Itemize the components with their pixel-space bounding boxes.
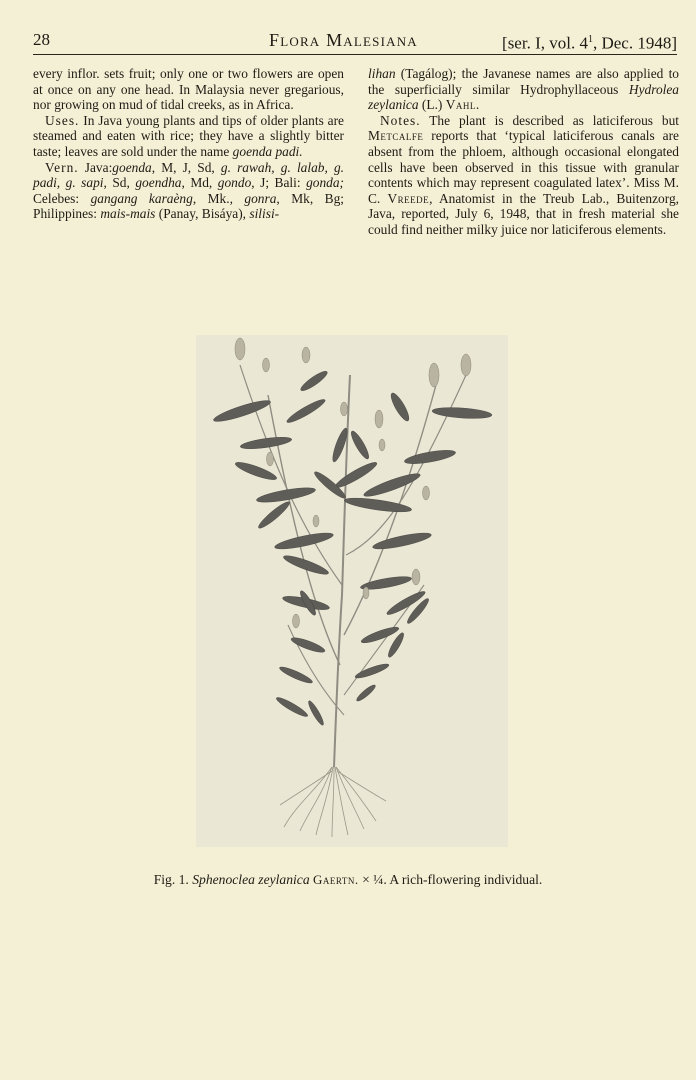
botanical-illustration [196, 335, 508, 847]
notes-label: Notes. [380, 112, 421, 128]
paragraph-notes: Notes. The plant is described as laticiferous but Metcalfe reports that ‘typical laticiferous canals are absent from the phloem, although occasional elongated cells have been observed in this tissue with granular contents which may represent coagulated latex’. Miss M. C. Vreede, Anatomist in the Treub Lab., Buitenzorg, Java, reported, July 6, 1948, that in fresh material she could find neither milky juice nor laticiferous elements. [368, 112, 679, 237]
caption-scale: × ¼. [362, 872, 387, 887]
vern-label: Vern. [45, 159, 79, 175]
paragraph-vernacular: Vern. Java:goenda, M, J, Sd, g. rawah, g. lalab, g. padi, g. sapi, Sd, goendha, Md, gondo, J; Bali: gonda; Celebes: gangang karaèng, Mk., gonra, Mk, Bg; Philippines: mais-mais (Panay, Bisáya), silisi- [33, 159, 345, 222]
plant-drawing [196, 335, 508, 847]
caption-author: Gaertn. [313, 872, 359, 887]
leaves [212, 369, 492, 727]
roots [280, 767, 386, 837]
caption-species: Sphenoclea zeylanica [192, 872, 310, 887]
stems [240, 365, 466, 767]
series-info: [ser. I, vol. $4^1$, Dec. 1948] [502, 33, 677, 53]
caption-label: Fig. 1. [153, 872, 189, 887]
paragraph-uses: Uses. In Java young plants and tips of older plants are steamed and eaten with rice; they have a slightly bitter taste; leaves are sold under the name goenda padi. [33, 112, 344, 159]
running-head [33, 28, 677, 55]
uses-label: Uses. [45, 112, 80, 128]
page-number: 28 [33, 30, 50, 49]
flower-spikes [235, 338, 471, 628]
right-column [368, 66, 679, 238]
caption-description: A rich-flowering individual. [389, 872, 543, 887]
journal-title: Flora Malesiana [269, 30, 418, 50]
figure-caption [0, 871, 696, 889]
left-column [33, 66, 344, 222]
paragraph-vernacular-cont: lihan (Tagálog); the Javanese names are also applied to the superficially similar Hydrophyllaceous Hydrolea zeylanica (L.) Vahl. [368, 66, 679, 113]
paragraph-habitat: every inflor. sets fruit; only one or two flowers are open at once on any one head. In Malaysia never gregarious, nor growing on mud of tidal creeks, as in Africa. [33, 66, 344, 113]
